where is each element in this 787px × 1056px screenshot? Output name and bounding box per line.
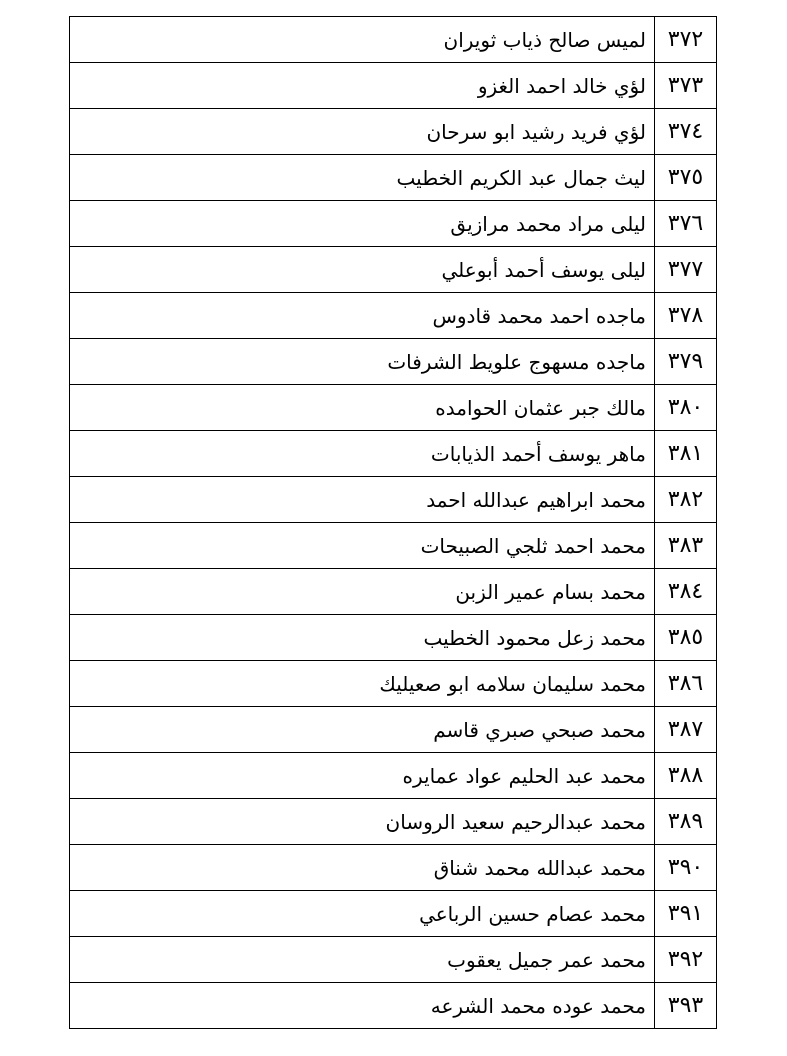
row-name: لؤي خالد احمد الغزو: [70, 63, 655, 109]
table-row: [70, 983, 717, 1029]
table-row: [70, 523, 717, 569]
names-table-body: [70, 17, 717, 1029]
row-number: ٣٧٩: [655, 339, 717, 385]
table-row: [70, 155, 717, 201]
table-row: [70, 615, 717, 661]
row-number: ٣٧٧: [655, 247, 717, 293]
row-number: ٣٨٣: [655, 523, 717, 569]
row-name: مالك جبر عثمان الحوامده: [70, 385, 655, 431]
row-number: ٣٧٤: [655, 109, 717, 155]
row-number: ٣٨٧: [655, 707, 717, 753]
row-name: ليلى مراد محمد مرازيق: [70, 201, 655, 247]
table-row: [70, 431, 717, 477]
row-name: محمد زعل محمود الخطيب: [70, 615, 655, 661]
row-name: محمد عبدالرحيم سعيد الروسان: [70, 799, 655, 845]
row-name: محمد سليمان سلامه ابو صعيليك: [70, 661, 655, 707]
row-name: محمد ابراهيم عبدالله احمد: [70, 477, 655, 523]
row-name: محمد عبد الحليم عواد عمايره: [70, 753, 655, 799]
table-row: [70, 753, 717, 799]
row-name: ماجده احمد محمد قادوس: [70, 293, 655, 339]
row-number: ٣٨١: [655, 431, 717, 477]
table-row: [70, 845, 717, 891]
row-name: محمد عصام حسين الرباعي: [70, 891, 655, 937]
row-number: ٣٧٥: [655, 155, 717, 201]
row-name: محمد احمد ثلجي الصبيحات: [70, 523, 655, 569]
row-name: لؤي فريد رشيد ابو سرحان: [70, 109, 655, 155]
table-row: [70, 247, 717, 293]
row-name: ماهر يوسف أحمد الذيابات: [70, 431, 655, 477]
row-number: ٣٨٥: [655, 615, 717, 661]
row-number: ٣٨٨: [655, 753, 717, 799]
table-row: [70, 569, 717, 615]
row-number: ٣٩٣: [655, 983, 717, 1029]
row-name: ليث جمال عبد الكريم الخطيب: [70, 155, 655, 201]
row-number: ٣٨٢: [655, 477, 717, 523]
row-number: ٣٩١: [655, 891, 717, 937]
table-row: [70, 385, 717, 431]
row-number: ٣٩٠: [655, 845, 717, 891]
row-name: محمد صبحي صبري قاسم: [70, 707, 655, 753]
row-number: ٣٩٢: [655, 937, 717, 983]
row-name: ماجده مسهوج علويط الشرفات: [70, 339, 655, 385]
row-number: ٣٨٠: [655, 385, 717, 431]
table-row: [70, 477, 717, 523]
table-row: [70, 201, 717, 247]
row-number: ٣٨٦: [655, 661, 717, 707]
names-table: [69, 16, 717, 1029]
table-row: [70, 63, 717, 109]
table-row: [70, 109, 717, 155]
row-name: لميس صالح ذياب ثويران: [70, 17, 655, 63]
row-name: محمد بسام عمير الزبن: [70, 569, 655, 615]
table-row: [70, 293, 717, 339]
row-number: ٣٧٦: [655, 201, 717, 247]
table-row: [70, 707, 717, 753]
table-row: [70, 799, 717, 845]
table-row: [70, 891, 717, 937]
row-number: ٣٧٢: [655, 17, 717, 63]
row-number: ٣٧٨: [655, 293, 717, 339]
row-name: محمد عبدالله محمد شناق: [70, 845, 655, 891]
table-row: [70, 339, 717, 385]
row-number: ٣٧٣: [655, 63, 717, 109]
table-row: [70, 661, 717, 707]
table-row: [70, 937, 717, 983]
row-number: ٣٨٤: [655, 569, 717, 615]
row-name: محمد عمر جميل يعقوب: [70, 937, 655, 983]
row-name: محمد عوده محمد الشرعه: [70, 983, 655, 1029]
row-name: ليلى يوسف أحمد أبوعلي: [70, 247, 655, 293]
table-row: [70, 17, 717, 63]
row-number: ٣٨٩: [655, 799, 717, 845]
